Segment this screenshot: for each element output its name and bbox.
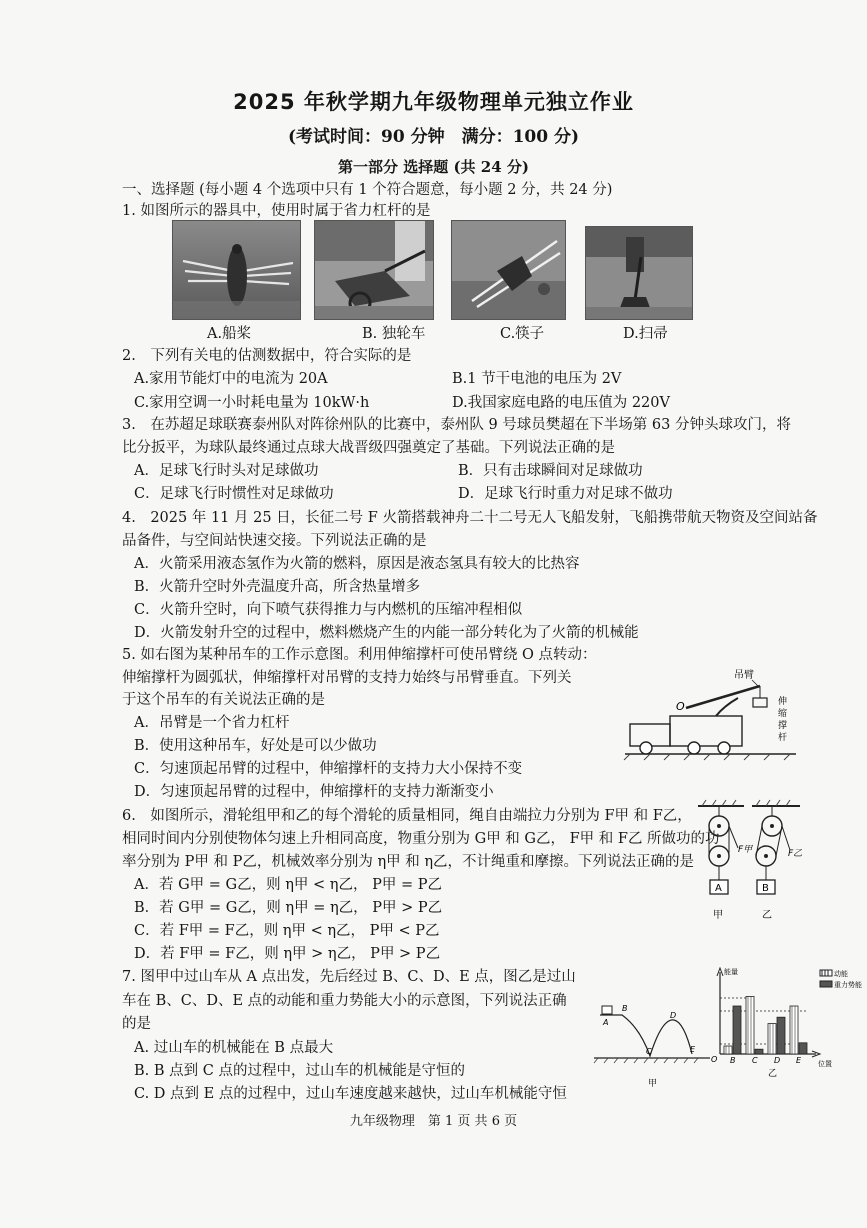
q5-stem-line1: 5. 如右图为某种吊车的工作示意图。利用伸缩撑杆可使吊臂绕 O 点转动： xyxy=(122,647,597,663)
chart-y-label: 能量 xyxy=(724,968,738,976)
crane-strut-label-1: 伸 xyxy=(778,697,788,707)
crane-pivot-label: O xyxy=(676,700,685,713)
q3-option-c: C．足球飞行时惯性对足球做功 xyxy=(134,486,334,502)
bar-kinetic-C xyxy=(746,996,754,1054)
q6-stem-line2: 相同时间内分别使物体匀速上升相同高度，物重分别为 G甲 和 G乙， F甲 和 F乙 所做功的功 xyxy=(122,831,720,847)
bar-kinetic-E xyxy=(790,1006,798,1054)
pulley-block-a: A xyxy=(715,883,722,894)
chart-label-yi: 乙 xyxy=(768,1069,778,1079)
q6-stem-line3: 率分别为 P甲 和 P乙，机械效率分别为 η甲 和 η乙，不计绳重和摩擦。下列说法正确的是 xyxy=(122,854,695,870)
q4-stem-line2: 品备件，与空间站快速交接。下列说法正确的是 xyxy=(122,533,427,549)
legend-label-potential: 重力势能 xyxy=(834,981,862,989)
q1-caption-a: A.船桨 xyxy=(207,326,252,342)
track-point-a: A xyxy=(603,1018,609,1027)
energy-bar-chart xyxy=(708,962,862,1080)
legend-label-kinetic: 动能 xyxy=(834,970,848,978)
q5-stem-line3: 于这个吊车的有关说法正确的是 xyxy=(122,692,325,708)
q1-caption-b: B. 独轮车 xyxy=(362,326,426,342)
chart-category-D: D xyxy=(774,1056,781,1065)
q1-caption-d: D.扫帚 xyxy=(623,326,668,342)
crane-diagram xyxy=(620,668,800,768)
q2-option-b: B.1 节干电池的电压为 2V xyxy=(452,371,622,387)
q7-option-c: C. D 点到 E 点的过程中，过山车速度越来越快，过山车机械能守恒 xyxy=(134,1086,567,1102)
q4-option-d: D．火箭发射升空的过程中，燃料燃烧产生的内能一部分转化为了火箭的机械能 xyxy=(134,625,639,641)
page-title: 2025 年秋学期九年级物理单元独立作业 xyxy=(233,90,634,114)
q1-caption-c: C.筷子 xyxy=(500,326,545,342)
q5-stem-line2: 伸缩撑杆为圆弧状，伸缩撑杆对吊臂的支持力始终与吊臂垂直。下列关 xyxy=(122,670,572,686)
q3-option-a: A．足球飞行时头对足球做功 xyxy=(134,463,319,479)
q5-option-d: D．匀速顶起吊臂的过程中，伸缩撑杆的支持力渐渐变小 xyxy=(134,784,494,800)
q4-stem-line1: 4. 2025 年 11 月 25 日，长征二号 F 火箭搭载神舟二十二号无人飞船发射，飞船携带航天物资及空间站备 xyxy=(122,510,818,526)
q5-option-a: A．吊臂是一个省力杠杆 xyxy=(134,715,290,731)
q4-option-c: C．火箭升空时，向下喷气获得推力与内燃机的压缩冲程相似 xyxy=(134,602,523,618)
chart-category-B: B xyxy=(730,1056,736,1065)
q3-stem-line2: 比分扳平，为球队最终通过点球大战晋级四强奠定了基础。下列说法正确的是 xyxy=(122,440,615,456)
photo-chopsticks xyxy=(451,220,566,320)
chart-x-label: 位置 xyxy=(818,1060,832,1068)
track-point-e: E xyxy=(690,1045,696,1054)
q3-stem-line1: 3. 在苏超足球联赛泰州队对阵徐州队的比赛中，泰州队 9 号球员樊超在下半场第 63 分钟头球攻门，将 xyxy=(122,417,791,433)
bar-potential-C xyxy=(755,1049,763,1054)
bar-kinetic-D xyxy=(768,1024,776,1054)
crane-strut-label-4: 杆 xyxy=(778,733,788,743)
q5-option-c: C．匀速顶起吊臂的过程中，伸缩撑杆的支持力大小保持不变 xyxy=(134,761,523,777)
q5-option-b: B．使用这种吊车，好处是可以少做功 xyxy=(134,738,377,754)
exam-info: (考试时间：90 分钟 满分：100 分) xyxy=(287,127,580,147)
q7-stem-line3: 的是 xyxy=(122,1016,151,1032)
track-point-c: C xyxy=(646,1047,652,1056)
bar-potential-E xyxy=(799,1043,807,1054)
q6-option-a: A．若 G甲 = G乙，则 η甲 < η乙， P甲 = P乙 xyxy=(134,877,442,893)
pulley-diagram xyxy=(694,800,804,925)
crane-strut-label-3: 撑 xyxy=(778,721,788,731)
q4-option-b: B．火箭升空时外壳温度升高，所含热量增多 xyxy=(134,579,421,595)
chart-category-C: C xyxy=(752,1056,758,1065)
track-point-b: B xyxy=(622,1004,628,1013)
pulley-block-b: B xyxy=(762,883,769,894)
q7-stem-line1: 7. 图甲中过山车从 A 点出发，先后经过 B、C、D、E 点，图乙是过山 xyxy=(122,969,576,985)
q1-stem: 1. 如图所示的器具中，使用时属于省力杠杆的是 xyxy=(122,203,431,219)
q6-stem-line1: 6. 如图所示，滑轮组甲和乙的每个滑轮的质量相同，绳自由端拉力分别为 F甲 和 F乙， xyxy=(122,808,692,824)
q2-option-c: C.家用空调一小时耗电量为 10kW·h xyxy=(134,395,370,411)
bar-kinetic-B xyxy=(724,1046,732,1054)
pulley-label-yi: 乙 xyxy=(762,910,772,921)
q7-option-a: A. 过山车的机械能在 B 点最大 xyxy=(134,1040,334,1056)
chart-category-E: E xyxy=(796,1056,802,1065)
part-intro: 一、选择题 (每小题 4 个选项中只有 1 个符合题意，每小题 2 分，共 24 分) xyxy=(122,182,613,198)
q2-option-d: D.我国家庭电路的电压值为 220V xyxy=(452,395,670,411)
bar-potential-B xyxy=(733,1006,741,1054)
photo-oar xyxy=(172,220,301,320)
q7-stem-line2: 车在 B、C、D、E 点的动能和重力势能大小的示意图，下列说法正确 xyxy=(122,993,567,1009)
bar-potential-D xyxy=(777,1017,785,1054)
q3-option-d: D．足球飞行时重力对足球不做功 xyxy=(458,486,673,502)
pulley-force-jia: F甲 xyxy=(738,845,753,855)
photo-wheelbarrow xyxy=(314,220,434,320)
page-footer: 九年级物理 第 1 页 共 6 页 xyxy=(349,1114,518,1129)
track-point-d: D xyxy=(670,1011,677,1020)
q6-option-d: D．若 F甲 = F乙，则 η甲 > η乙， P甲 > P乙 xyxy=(134,946,441,962)
q3-option-b: B．只有击球瞬间对足球做功 xyxy=(458,463,643,479)
q2-stem: 2. 下列有关电的估测数据中，符合实际的是 xyxy=(122,348,412,364)
pulley-label-jia: 甲 xyxy=(713,910,723,921)
track-label-jia: 甲 xyxy=(648,1079,658,1089)
pulley-force-yi: F乙 xyxy=(788,849,803,859)
crane-boom-label: 吊臂 xyxy=(734,670,754,681)
q4-option-a: A．火箭采用液态氢作为火箭的燃料，原因是液态氢具有较大的比热容 xyxy=(134,556,580,572)
crane-strut-label-2: 缩 xyxy=(778,709,788,719)
q6-option-c: C．若 F甲 = F乙，则 η甲 < η乙， P甲 < P乙 xyxy=(134,923,440,939)
q6-option-b: B．若 G甲 = G乙，则 η甲 = η乙， P甲 > P乙 xyxy=(134,900,443,916)
q2-option-a: A.家用节能灯中的电流为 20A xyxy=(134,371,328,387)
section-heading: 第一部分 选择题 (共 24 分) xyxy=(338,158,529,176)
legend-swatch-potential xyxy=(820,981,832,987)
photo-broom xyxy=(585,226,693,320)
chart-origin: O xyxy=(711,1055,718,1064)
q7-option-b: B. B 点到 C 点的过程中，过山车的机械能是守恒的 xyxy=(134,1063,465,1079)
roller-coaster-track xyxy=(592,998,712,1088)
